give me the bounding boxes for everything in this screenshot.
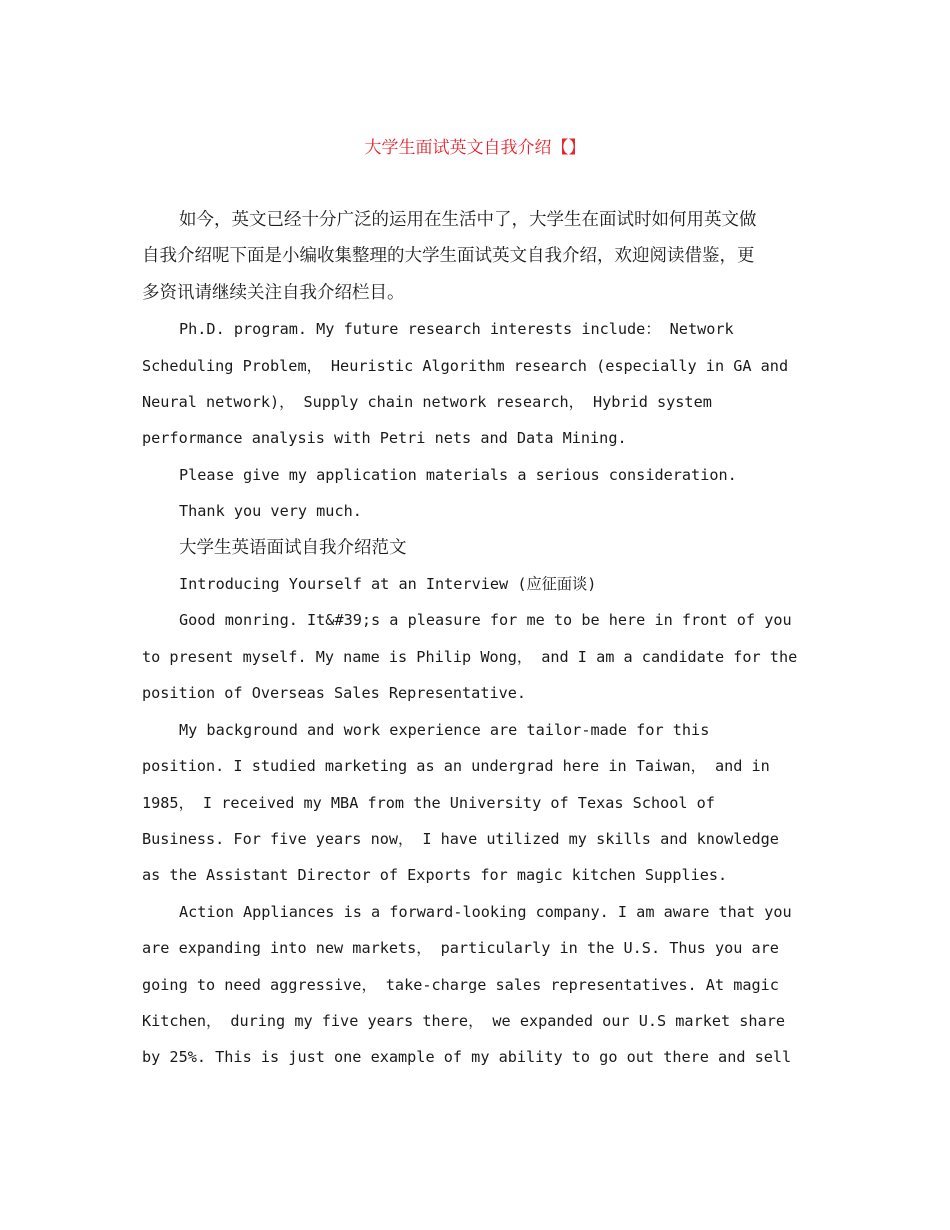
text-line: Ph.D. program. My future research interests include： Network xyxy=(179,320,734,339)
subsection-heading xyxy=(142,566,810,602)
text-line: 多资讯请继续关注自我介绍栏目。 xyxy=(142,282,405,303)
text-line: 如今，英文已经十分广泛的运用在生活中了，大学生在面试时如何用英文做 xyxy=(179,210,757,230)
paragraph-research-interests xyxy=(142,311,810,457)
text-line: going to need aggressive， take-charge sales representatives. At magic xyxy=(142,975,779,994)
text-line: Kitchen， during my five years there， we expanded our U.S market share xyxy=(142,1011,785,1030)
text-line: Please give my application materials a serious consideration. xyxy=(179,465,737,484)
paragraph-consideration xyxy=(142,457,810,493)
text-line: performance analysis with Petri nets and Data Mining. xyxy=(142,429,627,448)
text-line: 自我介绍呢下面是小编收集整理的大学生面试英文自我介绍，欢迎阅读借鉴，更 xyxy=(142,246,755,267)
text-line: Action Appliances is a forward-looking company. I am aware that you xyxy=(179,902,792,921)
document-title: 大学生面试英文自我介绍【】 xyxy=(364,138,586,158)
text-line: Neural network)， Supply chain network research， Hybrid system xyxy=(142,393,712,412)
text-line: 大学生英语面试自我介绍范文 xyxy=(179,537,407,558)
paragraph-greeting xyxy=(142,602,810,711)
text-line: Good monring. It&#39;s a pleasure for me to be here in front of you xyxy=(179,611,792,630)
paragraph-thanks xyxy=(142,493,810,529)
document-body xyxy=(142,202,810,1076)
text-line: to present myself. My name is Philip Wong， and I am a candidate for the xyxy=(142,647,798,666)
text-line: by 25%. This is just one example of my ability to go out there and sell xyxy=(142,1048,792,1067)
text-line: 1985， I received my MBA from the University of Texas School of xyxy=(142,793,715,812)
paragraph-background xyxy=(142,712,810,894)
text-line: Thank you very much. xyxy=(179,502,362,521)
paragraph-intro xyxy=(142,202,810,311)
text-line: Introducing Yourself at an Interview (应征面谈) xyxy=(179,575,597,594)
paragraph-company xyxy=(142,894,810,1076)
text-line: as the Assistant Director of Exports for magic kitchen Supplies. xyxy=(142,866,728,885)
text-line: position. I studied marketing as an undergrad here in Taiwan， and in xyxy=(142,757,770,776)
section-heading xyxy=(142,530,810,566)
text-line: My background and work experience are tailor-made for this xyxy=(179,720,710,739)
text-line: Scheduling Problem， Heuristic Algorithm research (especially in GA and xyxy=(142,356,789,375)
text-line: are expanding into new markets， particularly in the U.S. Thus you are xyxy=(142,939,779,958)
text-line: Business. For five years now， I have utilized my skills and knowledge xyxy=(142,829,779,848)
text-line: position of Overseas Sales Representative. xyxy=(142,684,527,703)
